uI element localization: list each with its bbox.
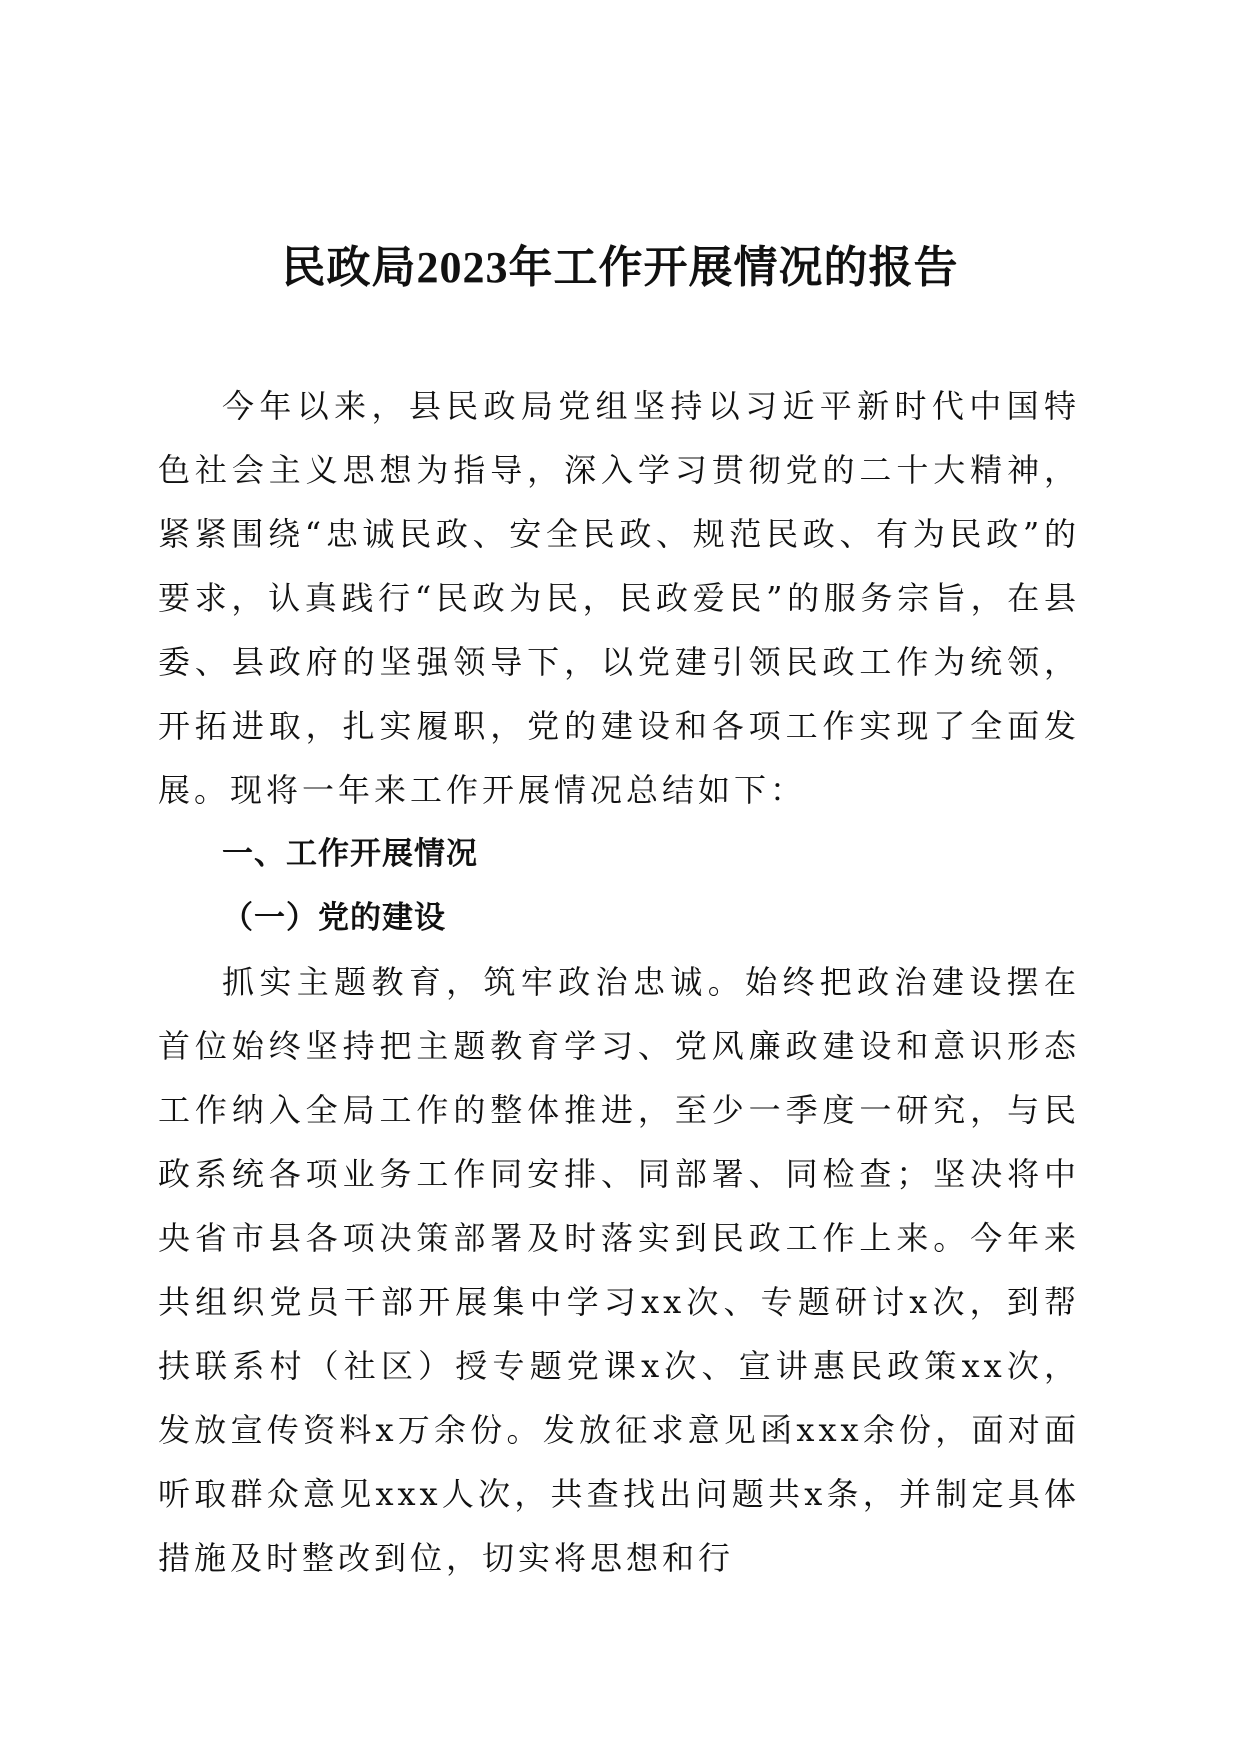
intro-paragraph: 今年以来，县民政局党组坚持以习近平新时代中国特色社会主义思想为指导，深入学习贯彻党的二十大精神，紧紧围绕“忠诚民政、安全民政、规范民政、有为民政”的要求，认真践行“民政为民，民政爱民”的服务宗旨，在县委、县政府的坚强领导下，以党建引领民政工作为统领，开拓进取，扎实履职，党的建设和各项工作实现了全面发展。现将一年来工作开展情况总结如下： — [158, 387, 1080, 809]
subsection-heading: （一）党的建设 — [222, 900, 446, 936]
document-title: 民政局2023年工作开展情况的报告 — [281, 243, 959, 292]
document-body — [158, 374, 1080, 1590]
body-paragraph: 抓实主题教育，筑牢政治忠诚。始终把政治建设摆在首位始终坚持把主题教育学习、党风廉政建设和意识形态工作纳入全局工作的整体推进，至少一季度一研究，与民政系统各项业务工作同安排、同部署、同检查；坚决将中央省市县各项决策部署及时落实到民政工作上来。今年来共组织党员干部开展集中学习xx次、专题研讨x次，到帮扶联系村（社区）授专题党课x次、宣讲惠民政策xx次，发放宣传资料x万余份。发放征求意见函xxx余份，面对面听取群众意见xxx人次，共查找出问题共x条，并制定具体措施及时整改到位，切实将思想和行 — [158, 963, 1080, 1577]
section-heading: 一、工作开展情况 — [222, 836, 478, 872]
